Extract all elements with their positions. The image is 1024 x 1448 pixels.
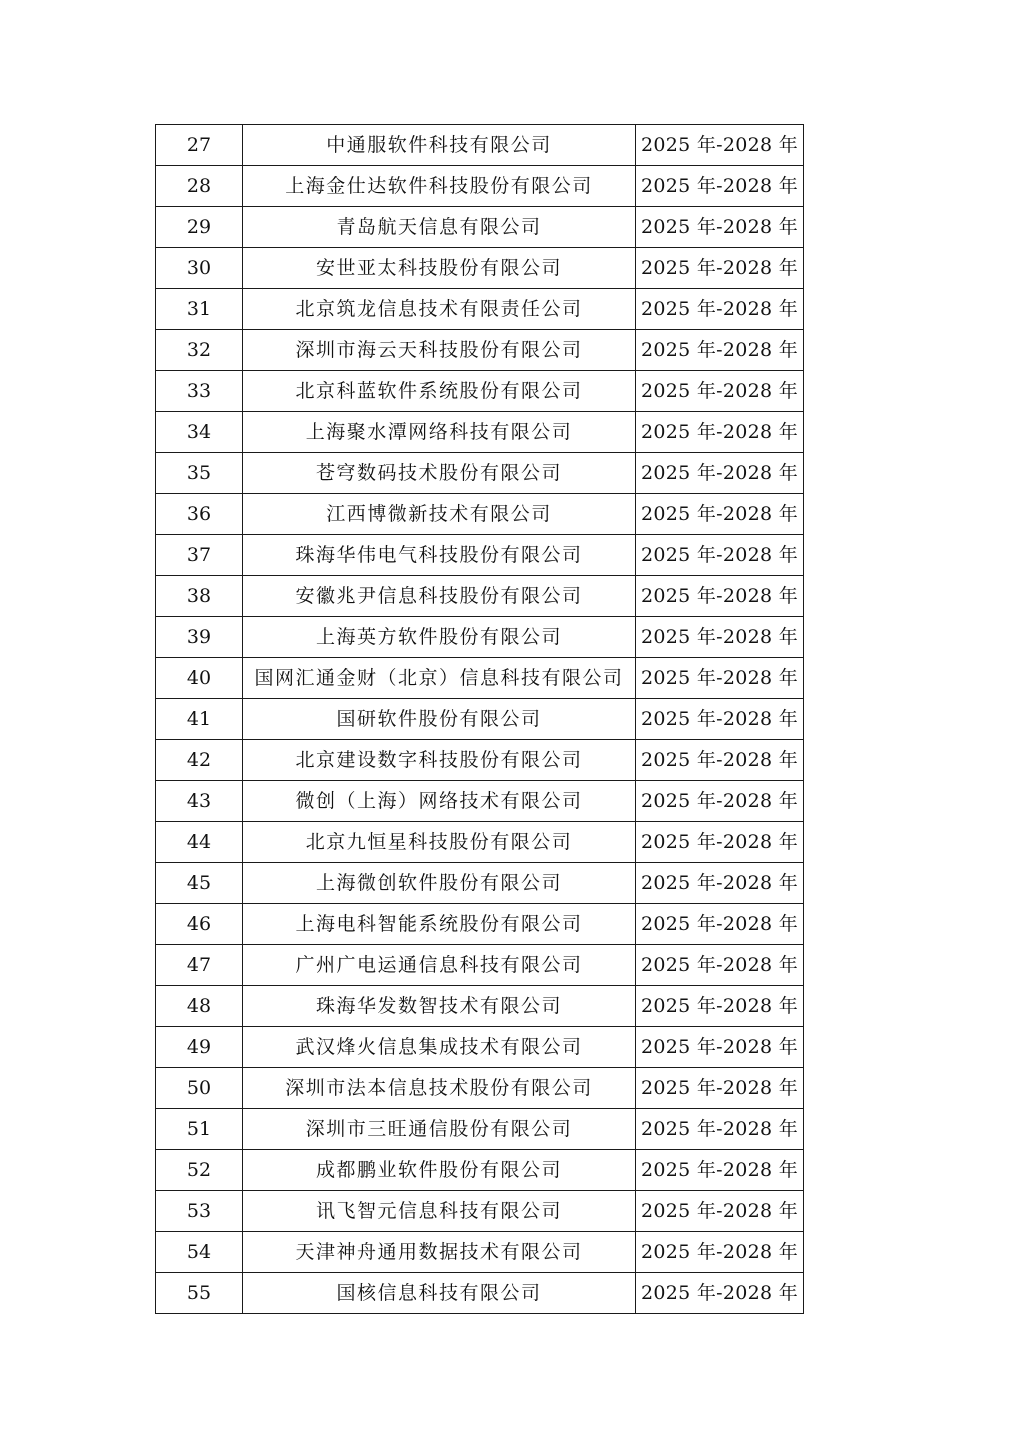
company-name-cell: 上海电科智能系统股份有限公司: [243, 904, 636, 945]
period-cell: 2025 年-2028 年: [636, 699, 804, 740]
row-number-cell: 28: [156, 166, 243, 207]
table-row: [156, 453, 804, 494]
period-cell: 2025 年-2028 年: [636, 1191, 804, 1232]
row-number-cell: 32: [156, 330, 243, 371]
table-row: [156, 986, 804, 1027]
row-number-cell: 27: [156, 125, 243, 166]
table-row: [156, 863, 804, 904]
row-number-cell: 43: [156, 781, 243, 822]
company-name-cell: 上海聚水潭网络科技有限公司: [243, 412, 636, 453]
table-row: [156, 1068, 804, 1109]
row-number-cell: 53: [156, 1191, 243, 1232]
row-number-cell: 40: [156, 658, 243, 699]
company-name-cell: 青岛航天信息有限公司: [243, 207, 636, 248]
table-row: [156, 1109, 804, 1150]
row-number-cell: 35: [156, 453, 243, 494]
period-cell: 2025 年-2028 年: [636, 822, 804, 863]
period-cell: 2025 年-2028 年: [636, 576, 804, 617]
company-name-cell: 武汉烽火信息集成技术有限公司: [243, 1027, 636, 1068]
period-cell: 2025 年-2028 年: [636, 412, 804, 453]
row-number-cell: 50: [156, 1068, 243, 1109]
period-cell: 2025 年-2028 年: [636, 740, 804, 781]
company-name-cell: 讯飞智元信息科技有限公司: [243, 1191, 636, 1232]
table-row: [156, 576, 804, 617]
company-name-cell: 北京筑龙信息技术有限责任公司: [243, 289, 636, 330]
company-name-cell: 深圳市法本信息技术股份有限公司: [243, 1068, 636, 1109]
company-name-cell: 安世亚太科技股份有限公司: [243, 248, 636, 289]
company-name-cell: 国研软件股份有限公司: [243, 699, 636, 740]
company-name-cell: 上海金仕达软件科技股份有限公司: [243, 166, 636, 207]
period-cell: 2025 年-2028 年: [636, 535, 804, 576]
company-name-cell: 微创（上海）网络技术有限公司: [243, 781, 636, 822]
company-name-cell: 国网汇通金财（北京）信息科技有限公司: [243, 658, 636, 699]
period-cell: 2025 年-2028 年: [636, 330, 804, 371]
row-number-cell: 37: [156, 535, 243, 576]
table-row: [156, 125, 804, 166]
table-row: [156, 535, 804, 576]
table-row: [156, 1273, 804, 1314]
row-number-cell: 42: [156, 740, 243, 781]
table-body: [156, 125, 804, 1314]
company-name-cell: 江西博微新技术有限公司: [243, 494, 636, 535]
row-number-cell: 46: [156, 904, 243, 945]
row-number-cell: 39: [156, 617, 243, 658]
table-row: [156, 658, 804, 699]
row-number-cell: 31: [156, 289, 243, 330]
company-name-cell: 安徽兆尹信息科技股份有限公司: [243, 576, 636, 617]
table-row: [156, 781, 804, 822]
row-number-cell: 54: [156, 1232, 243, 1273]
row-number-cell: 45: [156, 863, 243, 904]
company-name-cell: 深圳市三旺通信股份有限公司: [243, 1109, 636, 1150]
table-row: [156, 904, 804, 945]
table-row: [156, 617, 804, 658]
company-name-cell: 苍穹数码技术股份有限公司: [243, 453, 636, 494]
table-row: [156, 166, 804, 207]
row-number-cell: 33: [156, 371, 243, 412]
row-number-cell: 52: [156, 1150, 243, 1191]
table-row: [156, 330, 804, 371]
company-name-cell: 深圳市海云天科技股份有限公司: [243, 330, 636, 371]
period-cell: 2025 年-2028 年: [636, 1109, 804, 1150]
table-row: [156, 1191, 804, 1232]
period-cell: 2025 年-2028 年: [636, 986, 804, 1027]
period-cell: 2025 年-2028 年: [636, 1027, 804, 1068]
row-number-cell: 36: [156, 494, 243, 535]
table-row: [156, 945, 804, 986]
row-number-cell: 49: [156, 1027, 243, 1068]
table-row: [156, 494, 804, 535]
period-cell: 2025 年-2028 年: [636, 658, 804, 699]
period-cell: 2025 年-2028 年: [636, 1232, 804, 1273]
company-name-cell: 北京建设数字科技股份有限公司: [243, 740, 636, 781]
company-name-cell: 广州广电运通信息科技有限公司: [243, 945, 636, 986]
period-cell: 2025 年-2028 年: [636, 125, 804, 166]
company-name-cell: 珠海华发数智技术有限公司: [243, 986, 636, 1027]
table-row: [156, 248, 804, 289]
company-name-cell: 北京九恒星科技股份有限公司: [243, 822, 636, 863]
company-name-cell: 珠海华伟电气科技股份有限公司: [243, 535, 636, 576]
row-number-cell: 47: [156, 945, 243, 986]
company-name-cell: 上海微创软件股份有限公司: [243, 863, 636, 904]
table-row: [156, 1150, 804, 1191]
row-number-cell: 44: [156, 822, 243, 863]
table-row: [156, 699, 804, 740]
table-row: [156, 822, 804, 863]
period-cell: 2025 年-2028 年: [636, 1068, 804, 1109]
table-row: [156, 412, 804, 453]
table-row: [156, 289, 804, 330]
period-cell: 2025 年-2028 年: [636, 248, 804, 289]
period-cell: 2025 年-2028 年: [636, 289, 804, 330]
company-name-cell: 天津神舟通用数据技术有限公司: [243, 1232, 636, 1273]
period-cell: 2025 年-2028 年: [636, 617, 804, 658]
period-cell: 2025 年-2028 年: [636, 1150, 804, 1191]
company-name-cell: 成都鹏业软件股份有限公司: [243, 1150, 636, 1191]
table-row: [156, 207, 804, 248]
period-cell: 2025 年-2028 年: [636, 494, 804, 535]
company-name-cell: 国核信息科技有限公司: [243, 1273, 636, 1314]
company-name-cell: 北京科蓝软件系统股份有限公司: [243, 371, 636, 412]
period-cell: 2025 年-2028 年: [636, 781, 804, 822]
period-cell: 2025 年-2028 年: [636, 453, 804, 494]
period-cell: 2025 年-2028 年: [636, 945, 804, 986]
company-name-cell: 上海英方软件股份有限公司: [243, 617, 636, 658]
row-number-cell: 38: [156, 576, 243, 617]
period-cell: 2025 年-2028 年: [636, 863, 804, 904]
row-number-cell: 48: [156, 986, 243, 1027]
row-number-cell: 29: [156, 207, 243, 248]
table-row: [156, 371, 804, 412]
table-row: [156, 1027, 804, 1068]
row-number-cell: 34: [156, 412, 243, 453]
table-row: [156, 740, 804, 781]
company-name-cell: 中通服软件科技有限公司: [243, 125, 636, 166]
company-table: [155, 124, 804, 1314]
table-row: [156, 1232, 804, 1273]
period-cell: 2025 年-2028 年: [636, 166, 804, 207]
row-number-cell: 30: [156, 248, 243, 289]
period-cell: 2025 年-2028 年: [636, 904, 804, 945]
row-number-cell: 41: [156, 699, 243, 740]
period-cell: 2025 年-2028 年: [636, 207, 804, 248]
period-cell: 2025 年-2028 年: [636, 371, 804, 412]
row-number-cell: 55: [156, 1273, 243, 1314]
row-number-cell: 51: [156, 1109, 243, 1150]
period-cell: 2025 年-2028 年: [636, 1273, 804, 1314]
